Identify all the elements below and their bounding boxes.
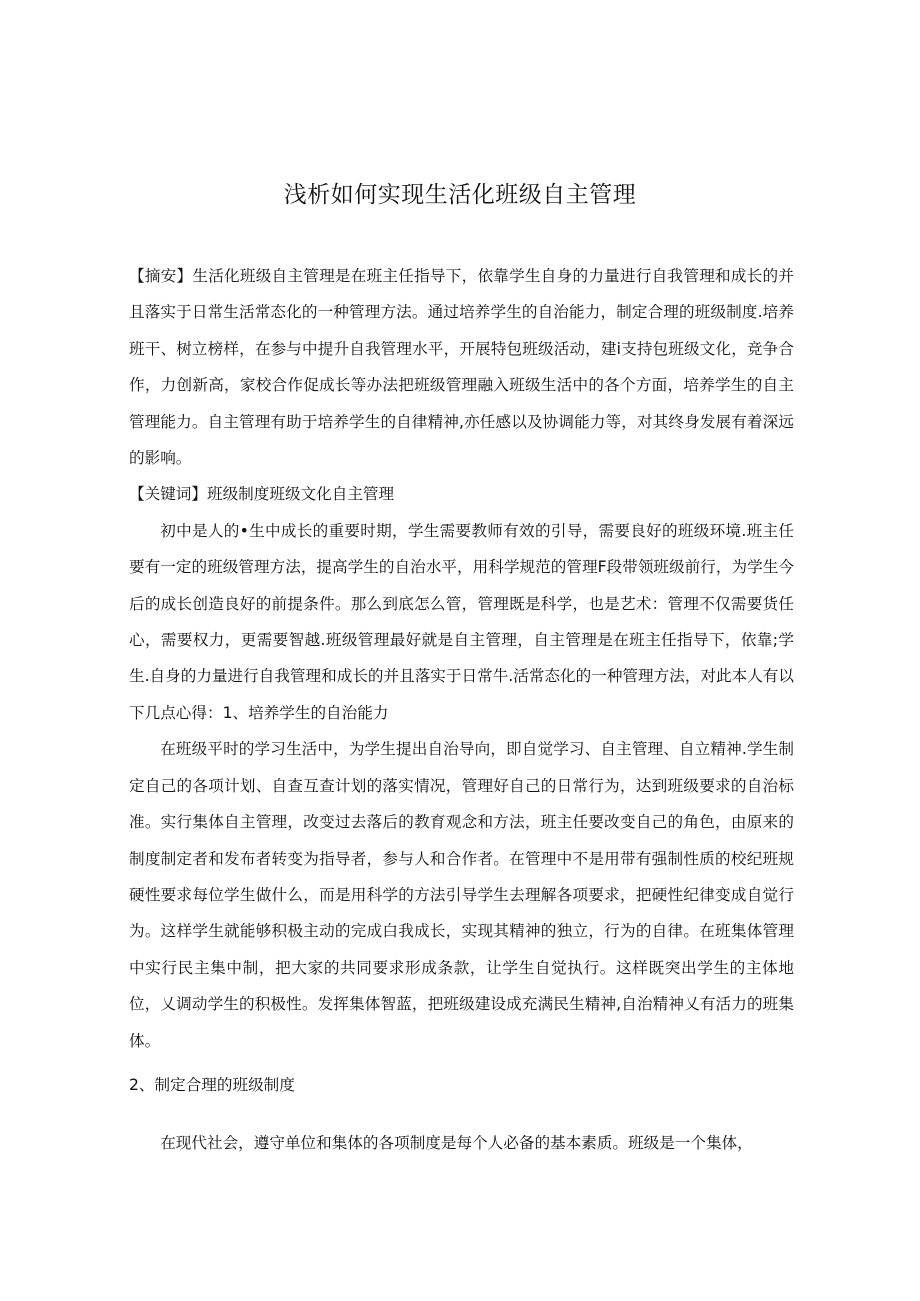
abstract-paragraph: 【摘安】生活化班级自主管理是在班主任指导下，依靠学生自身的力量进行自我管理和成长的并且落实于日常生活常态化的一种管理方法。通过培养学生的自治能力，制定合理的班级制度.培养班干、树立榜样，在参与中提升自我管理水平，开展特包班级活动，建i支持包班级文化，竞争合作，力创新高，家校合作促成长等办法把班级管理融入班级生活中的各个方面，培养学生的自主管理能力。自主管理有助于培养学生的自律精神,亦任感以及协调能力等，对其终身发展有着深远的影响。 [129,267,794,468]
section-heading: 2、制定合理的班级制度 [129,1075,295,1094]
body-paragraph: 在班级平时的学习生活中，为学生提出自治导向，即自觉学习、自主管理、自立精神.学生制定自己的各项计划、自查互查计划的落实情况，管理好自己的日常行为，达到班级要求的自治标准。实行集体自主管理，改变过去落后的教育观念和方法，班主任要改变自己的角色，由原来的制度制定者和发布者转变为指导者，参与人和合作者。在管理中不是用带有强制性质的校纪班规硬性要求每位学生做什么，而是用科学的方法引导学生去理解各项要求，把硬性纪律变成自觉行为。这样学生就能够积极主动的完成白我成长，实现其精神的独立，行为的自律。在班集体管理中实行民主集中制，把大家的共同要求形成条款，让学生自觉执行。这样既突出学生的主体地位，乂调动学生的积极性。发挥集体智蓝，把班级建设成充满民生精神,自治精神乂有活力的班集体。 [129,740,794,1050]
document-title: 浅析如何实现生活化班级自主管理 [283,182,637,208]
keywords-line: 【关键词】班级制度班级文化自主管理 [129,485,395,504]
body-paragraph: 初中是人的•生中成长的重要时期，学生需要教师有效的引导，需要良好的班级环境.班主任要有一定的班级管理方法，提高学生的自治水平，用科学规范的管理F段带领班级前行，为学生今后的成长创造良好的前提条件。那么到底怎么管，管理既是科学，也是艺术：管理不仅需要货任心，需要权力，更需要智越.班级管理最好就是自主管理，自主管理是在班主任指导下，依靠;学生.自身的力量进行自我管理和成长的并且落实于日常牛.活常态化的一种管理方法，对此本人有以下几点心得：1、培养学生的自治能力 [129,521,794,722]
document-body [129,258,794,1162]
body-paragraph: 在现代社会，遵守单位和集体的各项制度是每个人必备的基本素质。班级是一个集体， [160,1134,753,1153]
